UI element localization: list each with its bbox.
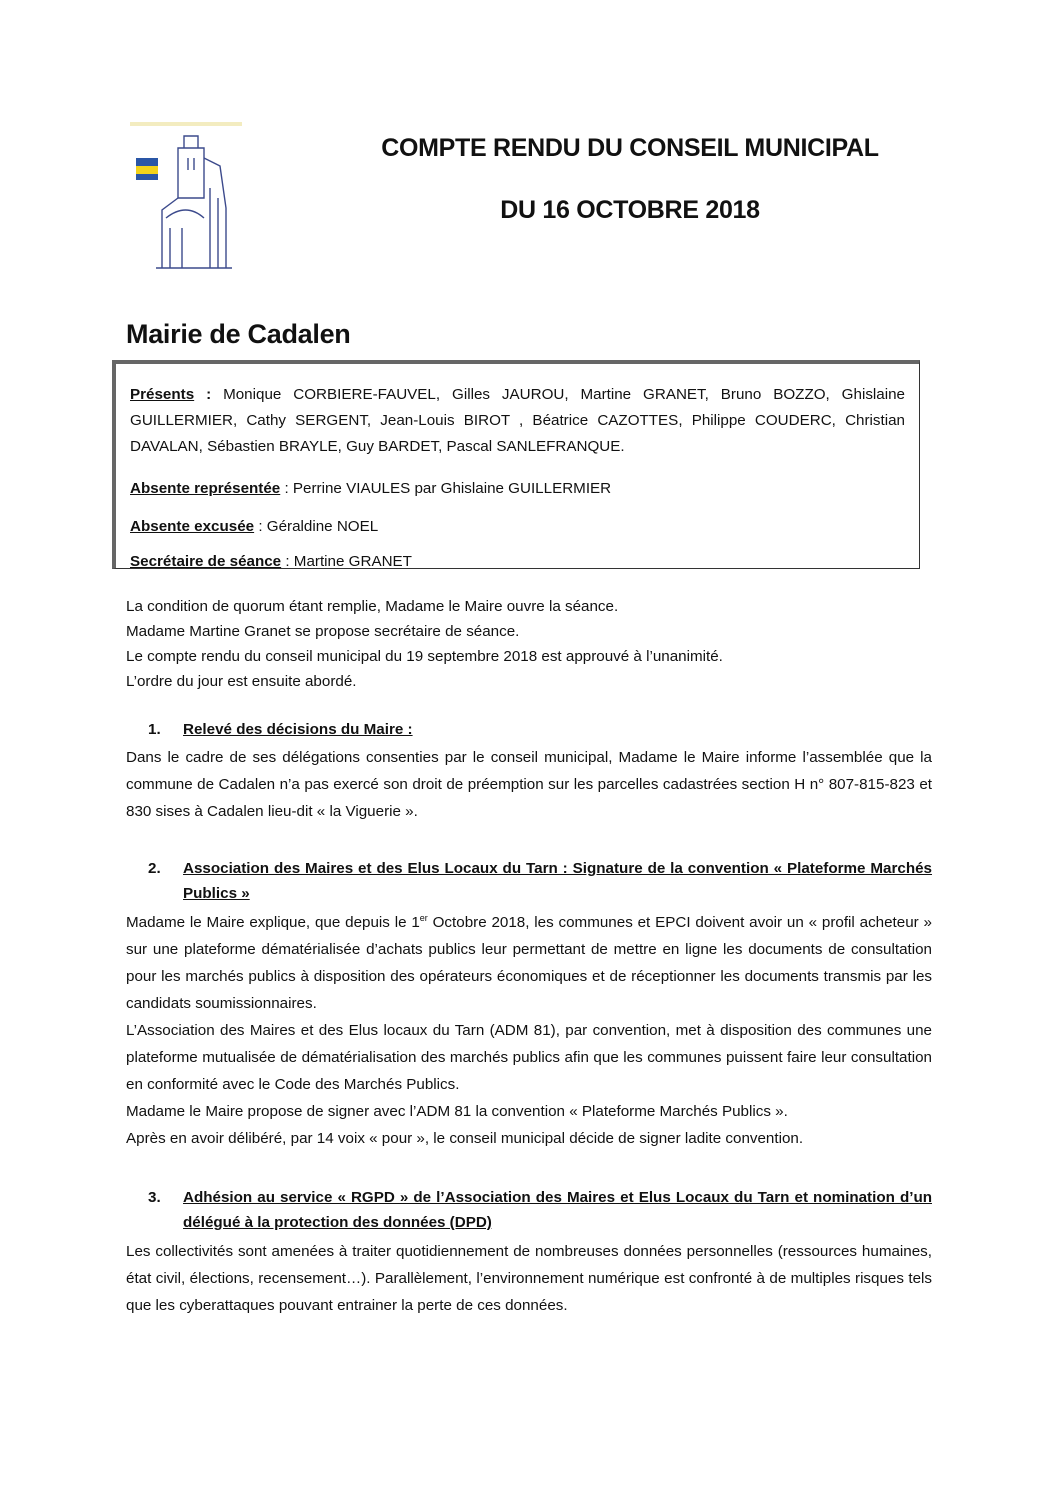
represented-member: [130, 476, 905, 502]
section-number: 1.: [148, 721, 161, 738]
section-body: [126, 744, 932, 825]
attendance-box: [112, 360, 920, 569]
secretary-value: : Martine GRANET: [281, 553, 412, 570]
paragraph: L’Association des Maires et des Elus locaux du Tarn (ADM 81), par convention, met à disposition des communes une plateforme mutualisée de dématérialisation des marchés publics afin que les communes puissent faire leur consultation en conformité avec le Code des Marchés Publics.: [126, 1022, 932, 1093]
document-title: COMPTE RENDU DU CONSEIL MUNICIPAL: [381, 134, 879, 162]
secretary-label: Secrétaire de séance: [130, 553, 282, 570]
mairie-heading: Mairie de Cadalen: [126, 319, 351, 349]
section-body: [126, 909, 932, 1152]
present-members: [130, 382, 905, 460]
paragraph: Les collectivités sont amenées à traiter quotidiennement de nombreuses données personnelles (ressources humaines, état civil, élections, recensement…). Parallèlement, l’environnement numérique est confronté à de multiples risques tels que les cyberattaques pouvant entrainer la perte de ces données.: [126, 1243, 932, 1314]
paragraph: Après en avoir délibéré, par 14 voix « pour », le conseil municipal décide de signer ladite convention.: [126, 1130, 804, 1147]
intro-line: La condition de quorum étant remplie, Madame le Maire ouvre la séance.: [126, 598, 619, 615]
excused-member: [130, 514, 905, 540]
represented-value: : Perrine VIAULES par Ghislaine GUILLERMIER: [280, 480, 612, 497]
commune-logo: [126, 118, 246, 273]
excused-value: : Géraldine NOEL: [254, 518, 379, 535]
intro-line: Madame Martine Granet se propose secrétaire de séance.: [126, 623, 520, 640]
section-heading: [148, 717, 932, 742]
intro-line: Le compte rendu du conseil municipal du 19 septembre 2018 est approuvé à l’unanimité.: [126, 648, 723, 665]
present-names: Monique CORBIERE-FAUVEL, Gilles JAUROU, Martine GRANET, Bruno BOZZO, Ghislaine GUILLERMIER, Cathy SERGENT, Jean-Louis BIROT , Béatrice CAZOTTES, Philippe COUDERC, Christian DAVALAN, Sébastien BRAYLE, Guy BARDET, Pascal SANLEFRANQUE.: [130, 386, 905, 455]
section-title: Association des Maires et des Elus Locaux du Tarn : Signature de la convention « Plateforme Marchés Publics »: [183, 860, 932, 902]
excused-label: Absente excusée: [130, 518, 255, 535]
secretary: [130, 549, 905, 575]
paragraph: [126, 909, 932, 1017]
paragraph-text: Madame le Maire explique, que depuis le 1: [126, 914, 420, 931]
superscript: er: [419, 912, 428, 923]
church-tower-icon: [156, 136, 232, 268]
document-date-title: DU 16 OCTOBRE 2018: [500, 196, 760, 224]
intro-line: L’ordre du jour est ensuite abordé.: [126, 673, 357, 690]
section-number: 2.: [148, 860, 161, 877]
section-title: Adhésion au service « RGPD » de l’Association des Maires et Elus Locaux du Tarn et nomination d’un délégué à la protection des données (DPD): [183, 1189, 932, 1231]
present-colon: :: [194, 386, 212, 403]
coat-of-arms-icon: [136, 158, 158, 180]
section-body: [126, 1238, 932, 1319]
section-number: 3.: [148, 1189, 161, 1206]
paragraph-text: Octobre 2018, les communes et EPCI doivent avoir un « profil acheteur » sur une plateforme dématérialisée d’achats publics leur permettant de mettre en ligne les documents de consultation pour les marchés publics à disposition des opérateurs économiques et de réceptionner les documents transmis par les candidats soumissionnaires.: [126, 914, 932, 1012]
section-title: Relevé des décisions du Maire :: [183, 721, 413, 738]
section-heading: [148, 1185, 932, 1235]
section-heading: [148, 856, 932, 906]
present-label: Présents: [130, 386, 195, 403]
intro-text: [126, 594, 932, 694]
represented-label: Absente représentée: [130, 480, 281, 497]
paragraph: Dans le cadre de ses délégations consenties par le conseil municipal, Madame le Maire informe l’assemblée que la commune de Cadalen n’a pas exercé son droit de préemption sur les parcelles cadastrées section H n° 807-815-823 et 830 sises à Cadalen lieu-dit « la Viguerie ».: [126, 749, 932, 820]
paragraph: Madame le Maire propose de signer avec l’ADM 81 la convention « Plateforme Marchés Publics ».: [126, 1103, 788, 1120]
